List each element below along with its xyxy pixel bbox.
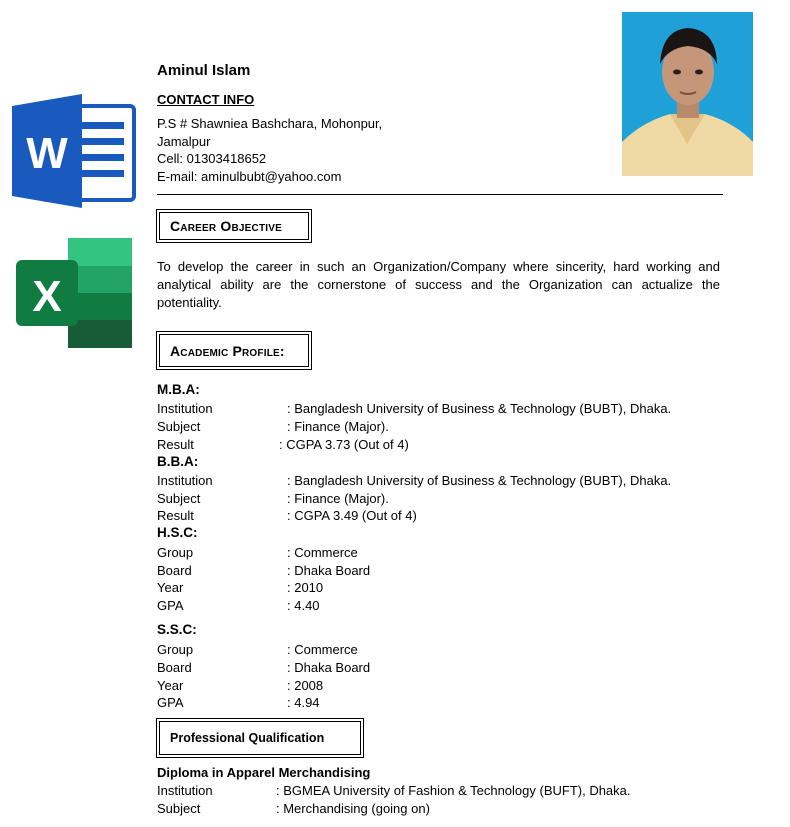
header-divider bbox=[157, 194, 723, 195]
hsc-gpa-value: : 4.40 bbox=[287, 598, 320, 613]
academic-profile-heading bbox=[156, 331, 312, 370]
address-line-2: Jamalpur bbox=[157, 134, 211, 149]
diploma-institution-value: : BGMEA University of Fashion & Technology (BUFT), Dhaka. bbox=[276, 783, 631, 798]
microsoft-excel-icon bbox=[12, 236, 134, 350]
professional-qualification-heading bbox=[156, 718, 364, 758]
bba-result-label: Result bbox=[157, 508, 194, 523]
hsc-group-value: : Commerce bbox=[287, 545, 358, 560]
word-letter: W bbox=[26, 129, 68, 178]
mba-subject-value: : Finance (Major). bbox=[287, 419, 389, 434]
diploma-title: Diploma in Apparel Merchandising bbox=[157, 765, 371, 780]
microsoft-word-icon bbox=[12, 92, 136, 210]
ssc-group-value: : Commerce bbox=[287, 642, 358, 657]
degree-title-mba: M.B.A: bbox=[157, 382, 200, 397]
candidate-name: Aminul Islam bbox=[157, 62, 251, 79]
ssc-gpa-value: : 4.94 bbox=[287, 695, 320, 710]
ssc-board-value: : Dhaka Board bbox=[287, 660, 371, 675]
excel-letter: X bbox=[32, 272, 62, 321]
bba-result-value: : CGPA 3.49 (Out of 4) bbox=[287, 508, 417, 523]
hsc-year-label: Year bbox=[157, 580, 184, 595]
ssc-group-label: Group bbox=[157, 642, 194, 657]
degree-title-bba: B.B.A: bbox=[157, 454, 199, 469]
hsc-board-label: Board bbox=[157, 563, 192, 578]
diploma-subject-value: : Merchandising (going on) bbox=[276, 801, 430, 816]
career-objective-heading-text: Career Objective bbox=[170, 218, 282, 234]
degree-title-hsc: H.S.C: bbox=[157, 525, 198, 540]
bba-subject-value: : Finance (Major). bbox=[287, 491, 389, 506]
mba-institution-label: Institution bbox=[157, 401, 213, 416]
diploma-institution-label: Institution bbox=[157, 783, 213, 798]
bba-institution-value: : Bangladesh University of Business & Technology (BUBT), Dhaka. bbox=[287, 473, 672, 488]
career-objective-text: To develop the career in such an Organization/Company where sincerity, hard working and analytical ability are the cornerstone of success and the Organization can actualize the potentiality. bbox=[157, 259, 720, 310]
cell-number: Cell: 01303418652 bbox=[157, 151, 267, 166]
hsc-year-value: : 2010 bbox=[287, 580, 324, 595]
ssc-year-label: Year bbox=[157, 678, 184, 693]
hsc-group-label: Group bbox=[157, 545, 194, 560]
ssc-year-value: : 2008 bbox=[287, 678, 324, 693]
career-objective-heading bbox=[156, 209, 312, 243]
hsc-gpa-label: GPA bbox=[157, 598, 184, 613]
bba-institution-label: Institution bbox=[157, 473, 213, 488]
mba-subject-label: Subject bbox=[157, 419, 201, 434]
profile-photo bbox=[622, 12, 753, 176]
mba-result-label: Result bbox=[157, 437, 194, 452]
mba-institution-value: : Bangladesh University of Business & Technology (BUBT), Dhaka. bbox=[287, 401, 672, 416]
email-address: E-mail: aminulbubt@yahoo.com bbox=[157, 169, 342, 184]
diploma-subject-label: Subject bbox=[157, 801, 201, 816]
academic-profile-heading-text: Academic Profile: bbox=[170, 342, 285, 359]
hsc-board-value: : Dhaka Board bbox=[287, 563, 371, 578]
bba-subject-label: Subject bbox=[157, 491, 201, 506]
degree-title-ssc: S.S.C: bbox=[157, 622, 197, 637]
address-line-1: P.S # Shawniea Bashchara, Mohonpur, bbox=[157, 116, 383, 131]
professional-qualification-heading-text: Professional Qualification bbox=[170, 731, 325, 745]
ssc-gpa-label: GPA bbox=[157, 695, 184, 710]
contact-info-title: CONTACT INFO bbox=[157, 92, 255, 107]
mba-result-value: : CGPA 3.73 (Out of 4) bbox=[279, 437, 409, 452]
ssc-board-label: Board bbox=[157, 660, 192, 675]
